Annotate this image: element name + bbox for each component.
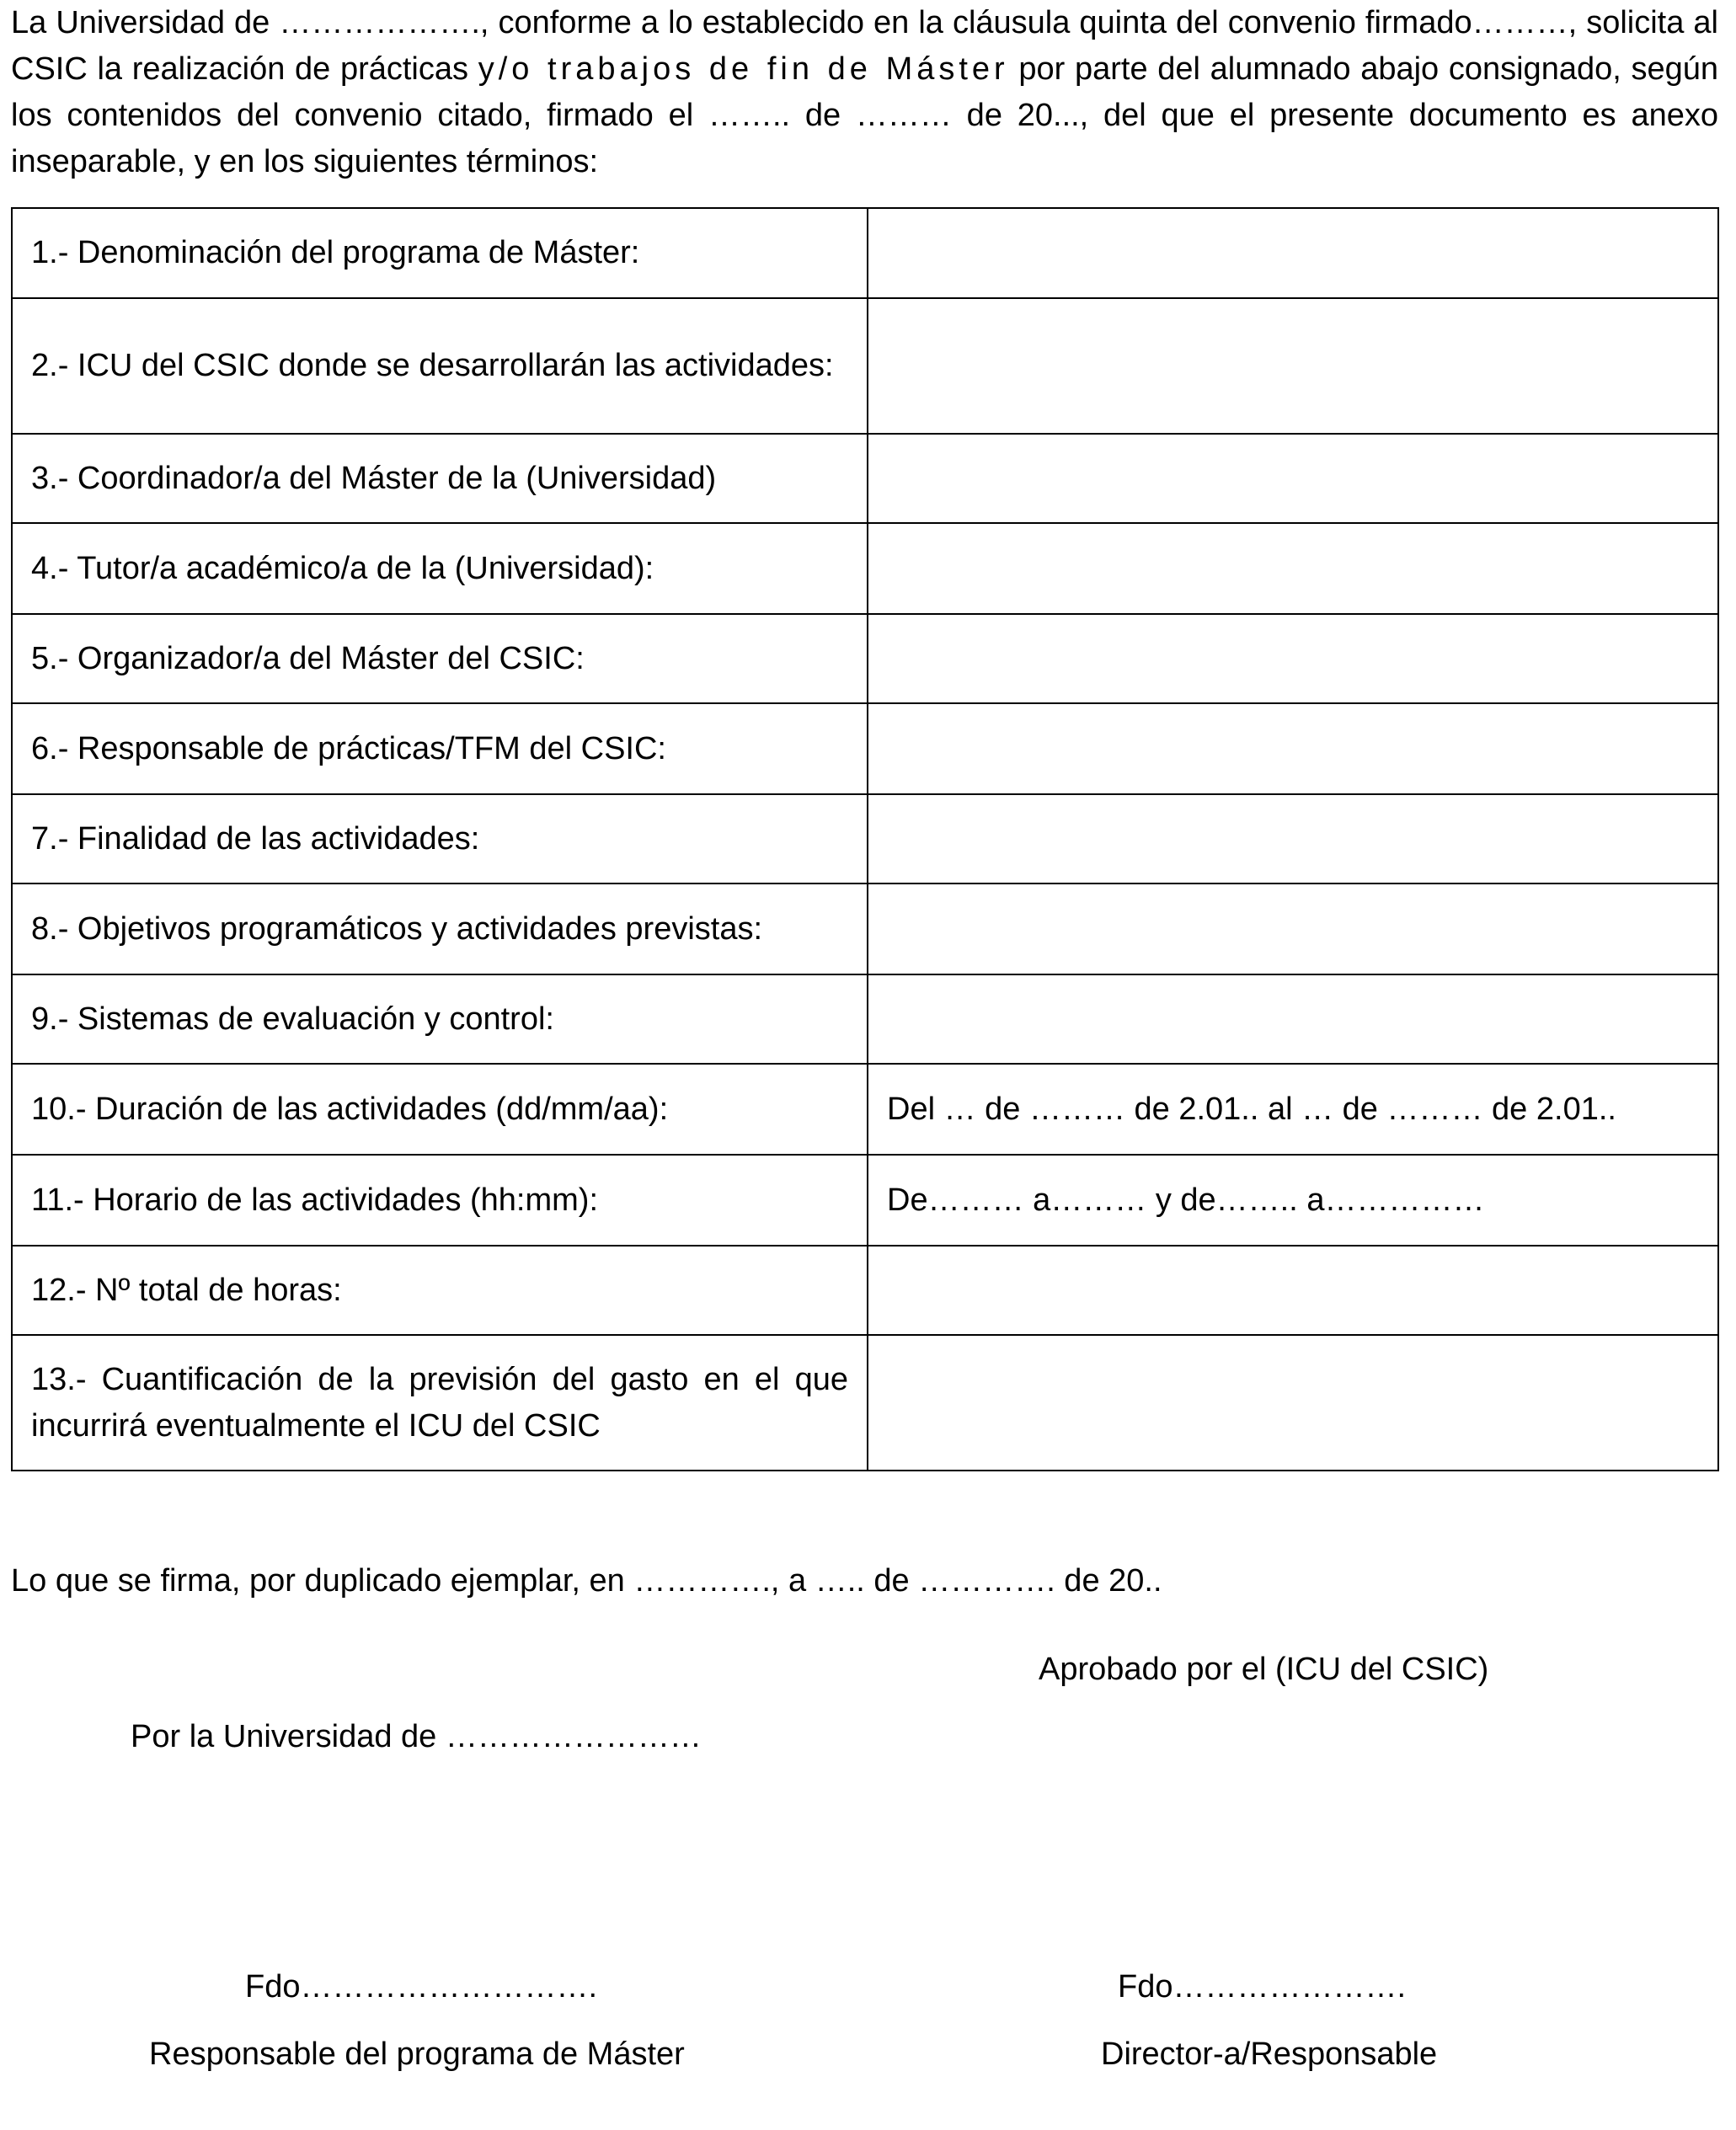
row-label: 3.- Coordinador/a del Máster de la (Universidad) xyxy=(12,434,868,523)
table-row xyxy=(12,794,1718,883)
intro-text-spaced: y/o trabajos de fin de Máster xyxy=(478,51,1009,87)
table-row xyxy=(12,523,1718,614)
row-value-field[interactable] xyxy=(868,298,1718,434)
table-row xyxy=(12,703,1718,794)
table-row xyxy=(12,434,1718,523)
row-value-field[interactable] xyxy=(868,208,1718,298)
signature-left-fdo: Fdo………………………. xyxy=(245,1969,598,2005)
row-label: 9.- Sistemas de evaluación y control: xyxy=(12,974,868,1064)
table-row xyxy=(12,1335,1718,1471)
table-row xyxy=(12,298,1718,434)
table-row xyxy=(12,614,1718,703)
table-row xyxy=(12,1064,1718,1155)
row-label: 1.- Denominación del programa de Máster: xyxy=(12,208,868,298)
row-label: 5.- Organizador/a del Máster del CSIC: xyxy=(12,614,868,703)
row-label: 13.- Cuantificación de la previsión del gasto en el que incurrirá eventualmente el ICU del CSIC xyxy=(12,1335,868,1471)
table-row xyxy=(12,1246,1718,1335)
row-label: 2.- ICU del CSIC donde se desarrollarán las actividades: xyxy=(12,298,868,434)
row-value-field[interactable] xyxy=(868,1246,1718,1335)
row-value-field[interactable] xyxy=(868,523,1718,614)
row-label: 10.- Duración de las actividades (dd/mm/aa): xyxy=(12,1064,868,1155)
signature-right-role: Director-a/Responsable xyxy=(1101,2037,1438,2072)
table-row xyxy=(12,208,1718,298)
row-value-field[interactable] xyxy=(868,974,1718,1064)
approved-by-text: Aprobado por el (ICU del CSIC) xyxy=(1039,1652,1489,1687)
table-row xyxy=(12,1155,1718,1246)
row-value-field[interactable]: De……… a……… y de…….. a…………… xyxy=(868,1155,1718,1246)
university-by-text: Por la Universidad de …………………… xyxy=(131,1719,702,1754)
row-value-field[interactable] xyxy=(868,794,1718,883)
intro-text-1: La Universidad de ………………., conforme a lo establecido en la cláusula quinta del convenio firmado………, solicita al CSIC la realización de prácticas xyxy=(11,5,1718,87)
signature-left-role: Responsable del programa de Máster xyxy=(149,2037,685,2072)
signature-right-fdo: Fdo…………………. xyxy=(1118,1969,1407,2005)
row-value-field[interactable] xyxy=(868,1335,1718,1471)
row-value-field[interactable] xyxy=(868,883,1718,974)
row-value-field[interactable]: Del … de ……… de 2.01.. al … de ……… de 2.01.. xyxy=(868,1064,1718,1155)
intro-text-2: por parte del alumnado abajo consignado, según los contenidos del convenio citado, firmado el …….. de ……… de 20..., del que el presente documento es anexo inseparable, y en los siguientes términos: xyxy=(11,51,1718,179)
row-label: 6.- Responsable de prácticas/TFM del CSIC: xyxy=(12,703,868,794)
row-label: 7.- Finalidad de las actividades: xyxy=(12,794,868,883)
row-label: 8.- Objetivos programáticos y actividades previstas: xyxy=(12,883,868,974)
terms-table xyxy=(11,207,1719,1471)
row-value-field[interactable] xyxy=(868,434,1718,523)
row-value-field[interactable] xyxy=(868,614,1718,703)
row-value-field[interactable] xyxy=(868,703,1718,794)
table-row xyxy=(12,883,1718,974)
row-label: 12.- Nº total de horas: xyxy=(12,1246,868,1335)
closing-text: Lo que se firma, por duplicado ejemplar, en …………., a ….. de …………. de 20.. xyxy=(11,1563,1162,1599)
table-row xyxy=(12,974,1718,1064)
row-label: 11.- Horario de las actividades (hh:mm): xyxy=(12,1155,868,1246)
row-label: 4.- Tutor/a académico/a de la (Universidad): xyxy=(12,523,868,614)
intro-paragraph xyxy=(11,0,1718,185)
